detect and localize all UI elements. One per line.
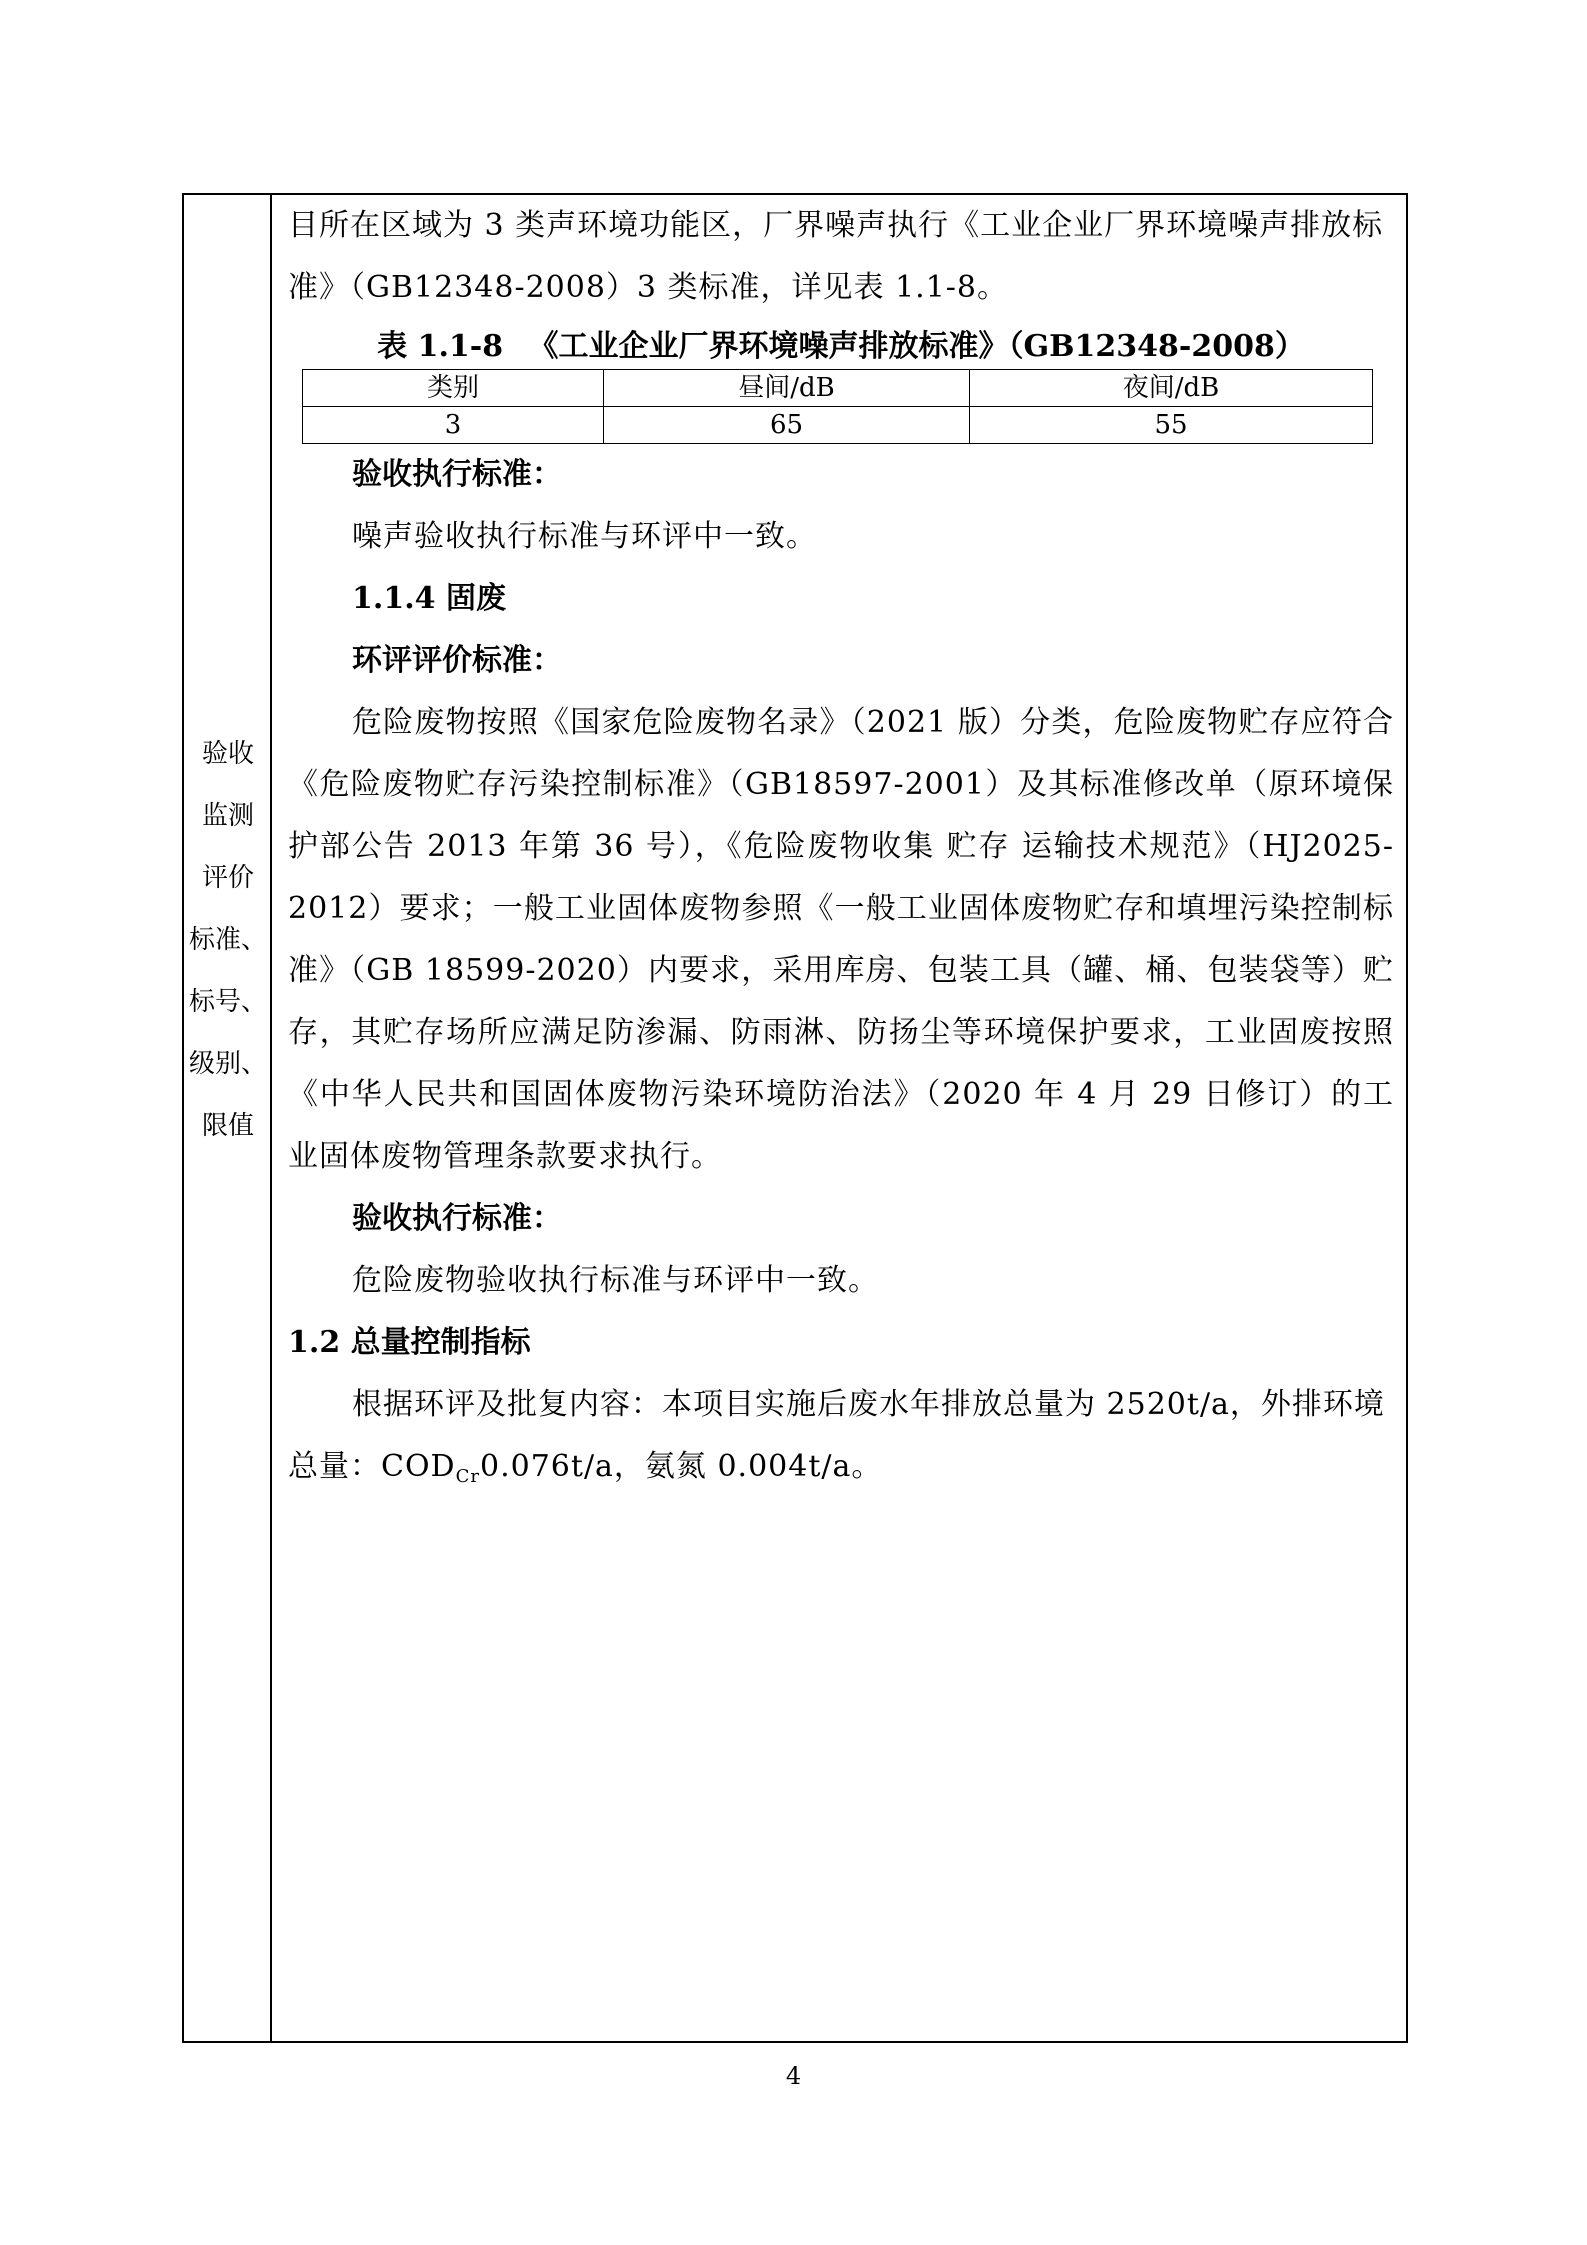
- left-label-line: 标号、: [188, 987, 267, 1017]
- table-header-cell: 夜间/dB: [970, 370, 1373, 407]
- table-cell: 3: [303, 407, 604, 444]
- cod-subscript: Cr: [455, 1466, 480, 1487]
- table-header-cell: 昼间/dB: [604, 370, 970, 407]
- left-label-line: 标准、: [188, 925, 267, 955]
- solid-waste-paragraph: 危险废物按照《国家危险废物名录》（2021 版）分类，危险废物贮存应符合《危险废物贮存污染控制标准》（GB18597-2001）及其标准修改单（原环境保护部公告 2013 年第 36 号），《危险废物收集 贮存 运输技术规范》（HJ2025-2012）要求；一般工业固体废物参照《一般工业固体废物贮存和填埋污染控制标准》（GB 18599-2020）内要求，采用库房、包装工具（罐、桶、包装袋等）贮存，其贮存场所应满足防渗漏、防雨淋、防扬尘等环境保护要求，工业固废按照《中华人民共和国固体废物污染环境防治法》（2020 年 4 月 29 日修订）的工业固体废物管理条款要求执行。: [288, 705, 1394, 1174]
- total-prefix: 总量：COD: [288, 1449, 456, 1484]
- noise-standard-table: [302, 369, 1373, 444]
- table-header-cell: 类别: [303, 370, 604, 407]
- intro-line-2: 准》（GB12348-2008）3 类标准，详见表 1.1-8。: [288, 270, 1009, 305]
- noise-accept-title: 验收执行标准：: [352, 457, 562, 492]
- table-cell: 55: [970, 407, 1373, 444]
- left-label-line: 验收: [201, 739, 254, 769]
- waste-accept-title: 验收执行标准：: [352, 1201, 562, 1236]
- table-row: [303, 407, 1373, 444]
- left-label-column: [184, 195, 272, 2041]
- table-caption: 表 1.1-8 《工业企业厂界环境噪声排放标准》（GB12348-2008）: [377, 329, 1305, 364]
- waste-accept-text: 危险废物验收执行标准与环评中一致。: [352, 1263, 879, 1298]
- left-label-line: 级别、: [188, 1049, 267, 1079]
- page-number: 4: [785, 2062, 802, 2090]
- total-line-2: [288, 1436, 1394, 1508]
- total-suffix: 0.076t/a，氨氮 0.004t/a。: [480, 1449, 883, 1484]
- section-heading-114: 1.1.4 固废: [352, 581, 506, 616]
- left-label-line: 监测: [201, 801, 254, 831]
- left-label: [184, 723, 272, 1157]
- assessment-table-frame: [182, 193, 1408, 2043]
- total-line-1: 根据环评及批复内容：本项目实施后废水年排放总量为 2520t/a，外排环境: [352, 1387, 1385, 1422]
- eia-standard-title: 环评评价标准：: [352, 643, 562, 678]
- content-cell: [288, 195, 1394, 1508]
- noise-accept-text: 噪声验收执行标准与环评中一致。: [352, 519, 817, 554]
- left-label-line: 评价: [201, 863, 254, 893]
- section-heading-12: 1.2 总量控制指标: [288, 1325, 531, 1360]
- table-cell: 65: [604, 407, 970, 444]
- left-label-line: 限值: [201, 1111, 254, 1141]
- intro-line-1: 目所在区域为 3 类声环境功能区，厂界噪声执行《工业企业厂界环境噪声排放标: [288, 208, 1384, 243]
- table-header-row: [303, 370, 1373, 407]
